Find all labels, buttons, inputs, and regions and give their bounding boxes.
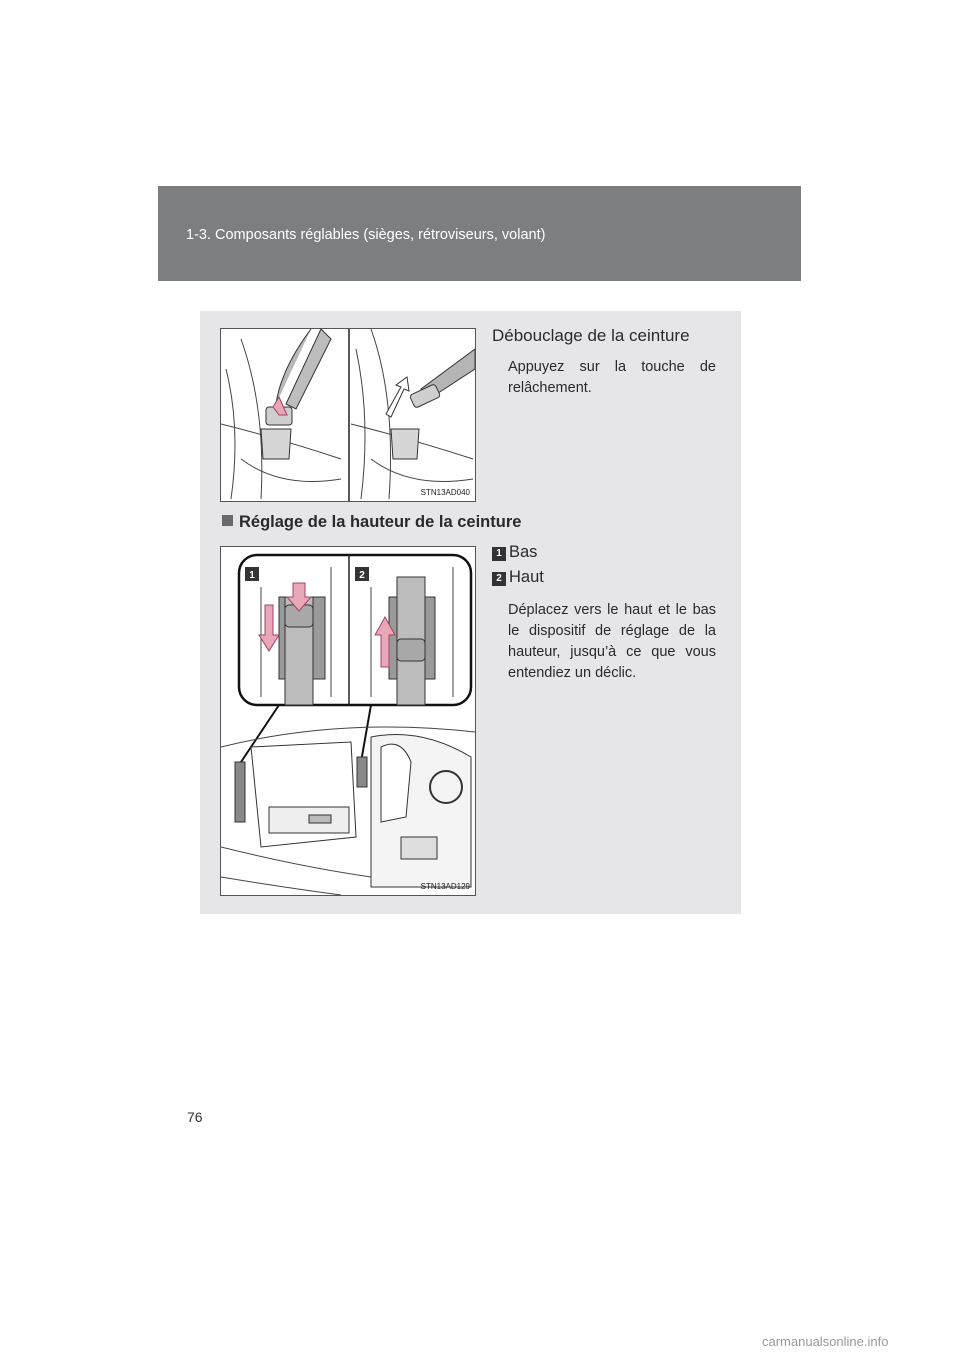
step-number-badge: 1 xyxy=(492,547,506,561)
height-adjust-illustration xyxy=(221,547,475,895)
square-bullet-icon xyxy=(222,515,233,526)
watermark: carmanualsonline.info xyxy=(762,1334,889,1349)
unbuckle-illustration xyxy=(221,329,475,501)
adjust-heading-text: Réglage de la hauteur de la ceinture xyxy=(239,513,522,531)
step-item xyxy=(492,543,537,562)
svg-text:1: 1 xyxy=(249,570,255,581)
height-adjust-figure xyxy=(220,546,476,896)
adjust-text: Déplacez vers le haut et le bas le dispositif de réglage de la hauteur, jusqu’à ce que vous entendiez un déclic. xyxy=(508,602,716,681)
header-band xyxy=(158,186,801,281)
unbuckle-text: Appuyez sur la touche de relâchement. xyxy=(508,359,716,396)
svg-text:2: 2 xyxy=(359,570,365,581)
figure-code: STN13AD040 xyxy=(420,488,470,497)
step-label: Haut xyxy=(509,568,544,586)
unbuckle-figure xyxy=(220,328,476,502)
page-number: 76 xyxy=(187,1109,203,1125)
unbuckle-heading: Débouclage de la ceinture xyxy=(492,326,690,345)
step-label: Bas xyxy=(509,543,538,561)
section-title: 1-3. Composants réglables (sièges, rétroviseurs, volant) xyxy=(186,227,546,243)
step-number-badge: 2 xyxy=(492,572,506,586)
step-item xyxy=(492,568,544,587)
adjust-heading xyxy=(222,513,521,532)
figure-code: STN13AD129 xyxy=(420,882,470,891)
